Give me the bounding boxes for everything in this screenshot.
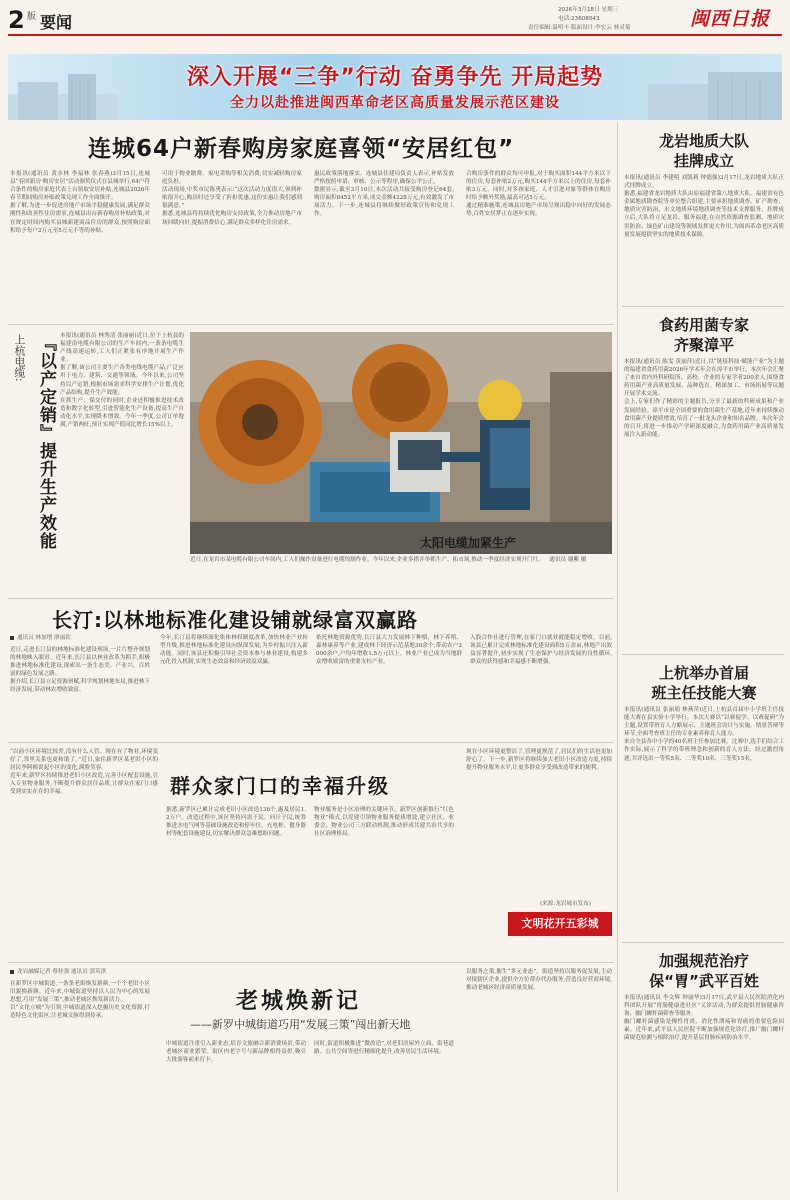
lead-headline: 连城64户新春购房家庭喜领“安居红包” [88, 136, 515, 162]
banner-title: 深入开展“三争”行动 奋勇争先 开局起势 [186, 65, 604, 90]
photo-description: 近日,在龙岩市某电缆有限公司车间内,工人们操作设备进行电缆绞制作业。今年以来,企业多措并举抓生产、拓市场,推动一季度经济实现开门红。 通讯员 谢紫 摄 [190, 557, 587, 563]
lead-col-1: 本报讯(通讯员 黄水林 李福林 张春燕)3月15日,连城县“春回新房·购房安居”活动颁奖仪式在县城举行,64户符合条件的购房家庭代表上台领取安居补贴,连城县2026年春节期间购房补贴政策兑现工作全面推开。 据了解,为进一步促进房地产市场平稳健康发展,满足群众刚性和改善性住房需求,连城县出台新春购房补贴政策,对在规定时间内购买县城新建商品住房的群众,按照购房面积给予每户2万元至5万元不等的补贴。 [10, 171, 150, 234]
bullet-icon [10, 970, 14, 974]
issue-date: 2026年3月18日 星期三 [558, 7, 619, 13]
column-badge: 文明花开五彩城 [508, 912, 612, 936]
story3-mid-col-2: 物业服务是小区治理的关键环节。新罗区创新推行“红色物业”模式,以党建引领物业服务提质增效,建立社区、业委会、物业公司三方联动机制,推动形成共建共治共享的社区治理格局。 [314, 807, 454, 838]
story2-byline: 通讯员 林加增 廖丽钦 [10, 634, 71, 642]
story4-subhead: ——新罗中城街道巧用“发展三策”闯出新天地 [190, 1018, 411, 1031]
right-a1-body: 本报讯(通讯员 李建明 刘凯莉 钟德强)3月17日,龙岩地质大队正式挂牌成立。 据悉,福建省龙岩地质大队由原福建省第八地质大队、福建省有色金属地质勘查院等单位整合组建,主要承担地质调查、矿产勘查、地质灾害防治、水文地质环境地质调查等技术支撑服务。挂牌成立后,大队将立足龙岩、服务福建,在自然资源调查监测、地质灾害防治、绿色矿山建设等领域发挥更大作用,为闽西革命老区高质量发展提供坚实的地质技术保障。 [624, 175, 784, 238]
factory-photo [190, 332, 612, 554]
right-a1-rule [622, 306, 784, 307]
right-a4-title-2: 保“胃”武平百姓 [649, 972, 759, 990]
lead-col-2: 可用于物业缴费、家电采购等相关消费,切实减轻购房家庭负担。 活动现场,中奖市民陈勇表示:“这次活动力度很大,领到补贴很开心,购房时还享受了折扣优惠,这份实惠让我们感到很满意。” 据悉,连城县将持续优化购房支持政策,全力推动房地产市场回暖向好,提振消费信心,满足群众多样化住房需求。 [162, 171, 302, 226]
right-a1-title-1: 龙岩地质大队 [658, 132, 749, 150]
banner [8, 54, 782, 120]
story4-byline: 龙岩融媒记者 蔡桂强 通讯员 郭英淇 [10, 968, 106, 976]
banner-subtitle: 全力以赴推进闽西革命老区高质量发展示范区建设 [230, 95, 560, 111]
page-label: 版 [27, 12, 37, 22]
right-a3-title-1: 上杭举办首届 [658, 664, 749, 682]
right-a3-body: 本报讯(通讯员 张丽娟 林燕萍)近日,上杭县首届中小学班主任技能大赛在县实验小学举行。本次大赛以“以赛促学、以赛促研”为主题,设置带班育人方略展示、主题班会设计与实施、情景答辩等环节,全面考查班主任的专业素养和育人能力。 来自全县各中小学的40名班主任参加比赛。比赛中,选手们结合工作实际,展示了科学的带班理念和创新的育人方法。经过激烈角逐,共评选出一等奖5名、二等奖10名、三等奖15名。 [624, 707, 784, 762]
masthead [0, 0, 790, 52]
right-a2-rule [622, 654, 784, 655]
right-a2-body: 本报讯(通讯员 陈雯 黄丽萍)近日,以“链接科技·赋能产业”为主题的福建省食药用菌2026年学术年会在漳平市举行。本次年会汇聚了来自省内外科研院所、高校、企业的专家学者200余人,围绕食药用菌产业高质量发展、品种选育、精深加工、市场拓展等议题开展学术交流。 会上,专家们作了精彩的主题报告,分享了最新的科研成果和产业发展经验。漳平市是全国重要的食用菌生产基地,近年来持续推动食用菌产业提质增效,培育了一批龙头企业和知名品牌。本次年会的召开,将进一步推动产学研深度融合,为食药用菌产业高质量发展注入新动能。 [624, 359, 784, 438]
bullet-icon [10, 636, 14, 640]
lead-bottom-rule [8, 324, 614, 325]
right-a1-title-2: 挂牌成立 [673, 152, 734, 170]
story4-col-4: 以服务之策,催生“多元业态”。街道坚持以服务促发展,主动对接辖区企业,提供全方位帮办代办服务,营造良好营商环境,推动老城区经济高质量发展。 [466, 969, 612, 992]
story4-col-3: 同时,街道积极推进“微改造”,对老旧房屋外立面、街巷道路、公共空间等进行精细化提升,改善居民生活环境。 [314, 1041, 454, 1056]
story2-col-3: 依托林地资源优势,长汀县大力发展林下种植、林下养殖、森林康养等产业,建成林下经济示范基地30余个,带动农户2000余户,户均年增收1.5万元以上。林业产业已成为当地群众增收致富的重要支柱产业。 [316, 635, 462, 666]
story3-headline: 群众家门口的幸福升级 [170, 774, 390, 798]
story3-bottom-rule [8, 962, 614, 963]
lead-col-4: 合购房条件的群众均可申报,对于购买面积144平方米以下的住房,每套补贴2万元,购买144平方米以上的住房,每套补贴3万元。同时,对多孩家庭、人才引进对象等群体在购房时给予额外奖励,最高可达5万元。 通过精准施策,连城县房地产市场呈现出稳中向好的发展态势,百姓安居梦正在逐步实现。 [466, 171, 611, 218]
story3-mid-col-1: 据悉,新罗区已累计完成老旧小区改造136个,惠及居民1.2万户。改造过程中,该区坚持问需于民、问计于民,统筹推进水电气网等基础设施改造和停车位、充电桩、健身器材等配套设施建设,切实解决群众急难愁盼问题。 [166, 807, 306, 838]
section-title: 要闻 [40, 13, 73, 32]
story2-col-4: 入股合作社进行管理,在家门口就业就能稳定增收。目前,该县已累计完成林地标准化建设面积5万余亩,林地产出效益显著提升,初步实现了生态保护与经济发展的良性循环,群众的获得感和幸福感不断增强。 [470, 635, 612, 666]
story3-credit: (来源:龙岩城市发布) [540, 901, 591, 907]
phone-number: 电话:23608043 [558, 16, 600, 22]
right-a3-rule [622, 942, 784, 943]
newspaper-logo: 闽西日报 [690, 8, 771, 30]
right-a4-body: 本报讯(通讯员 李文辉 钟丽华)3月17日,武平县人民医院消化内科团队开展“胃肠健康进社区”义诊活动,为群众提供胃肠健康咨询、幽门螺杆菌筛查等服务。 幽门螺杆菌感染是慢性胃炎、消化性溃疡和胃癌的重要危险因素。近年来,武平县人民医院不断加强规范化诊疗,推广幽门螺杆菌规范检测与根除治疗,提升基层胃肠疾病防治水平。 [624, 995, 784, 1042]
story3-right-col: 现在小区环境更整洁了,管理更规范了,居民们的生活也更加舒心了。下一步,新罗区将继续加大老旧小区改造力度,持续提升物业服务水平,让更多群众享受到改造带来的便利。 [466, 749, 612, 772]
story2-col-2: 今年,长汀县将继续深化集体林权制度改革,加快林业产业转型升级,推进林地标准化建设向纵深发展,为乡村振兴注入新动能。同时,该县还积极引导社会资本参与林业建设,构建多元化投入机制,实现生态效益和经济效益双赢。 [160, 635, 308, 666]
story4-col-2: 中城街道注重引入新业态,培育文旅融合新消费场景,带动老城区商业繁荣。街区内老字号与新品牌相得益彰,吸引大批游客前来打卡。 [166, 1041, 306, 1064]
story2-col-1: 近日,走进长汀县的林地标准化建设现场,一片片整齐规划的林地映入眼帘。近年来,长汀县以林业改革为抓手,积极推进林地标准化建设,探索出一条生态美、产业兴、百姓富的绿色发展之路。 据介绍,长汀县立足资源禀赋,科学规划林地布局,推进林下经济发展,带动林农增收致富。 [10, 647, 150, 694]
editor-credits: 责任编辑:温明丰 版面设计:李宏云 林灵菊 [528, 25, 631, 31]
story4-col-1: 在新罗区中城街道,一条条老街焕发新颜,一个个老旧小区旧貌换新颜。近年来,中城街道坚持以人民为中心的发展思想,巧用“发展三策”,推动老城区焕发新活力。 以“文化立城”为引领,中城街道深入挖掘历史文化资源,打造特色文化街区,让老城文脉得到传承。 [10, 981, 150, 1020]
right-a3-title-2: 班主任技能大赛 [651, 684, 757, 702]
story3-left-col: “以前小区环境比较差,没有什么人管。现在有了物业,环境变好了,邻里关系也更和谐了。”近日,家住新罗区某老旧小区的居民李阿姨说起小区的变化,满脸笑容。 近年来,新罗区持续推进老旧小区改造,完善小区配套设施,引入专业物业服务,不断提升群众居住品质,让群众在家门口感受到实实在在的幸福。 [10, 749, 158, 796]
factory-scene [190, 332, 612, 554]
story2-headline: 长汀:以林地标准化建设铺就绿富双赢路 [52, 608, 418, 632]
feature-side-label: 上杭电缆: [13, 334, 26, 382]
feature-side-title: 『以产定销』提升生产效能 [36, 334, 56, 550]
right-a4-title-1: 加强规范治疗 [658, 952, 749, 970]
masthead-line [8, 34, 782, 36]
lead-col-3: 惠民政策落地落实。连城县住建局负责人表示,补贴发放严格按照申请、审核、公示等程序,确保公平公正。 数据显示,截至3月10日,本次活动共接受购房登记64套,购房面积8452平方米,成交金额4228万元,有效激发了市场活力。下一步,连城县将继续做好政策宣传和兑现工作。 [314, 171, 454, 218]
page-number: 2 [8, 6, 25, 34]
photo-caption: 太阳电缆加紧生产 [420, 536, 517, 550]
story4-headline: 老城焕新记 [236, 989, 362, 1014]
story2-bottom-rule [8, 742, 614, 743]
right-column-divider [617, 122, 618, 1192]
feature-body: 本报讯(通讯员 林秀清 张丽丽)近日,位于上杭县的福建南电缆有限公司的生产车间内,一条条电缆生产线高速运转,工人们正紧张有序地开展生产作业。 据了解,该公司主要生产各类电线电缆产品,广泛应用于电力、建筑、交通等领域。今年以来,公司坚持以产定销,根据市场需求科学安排生产计划,优化产品结构,提升生产效能。 在抓生产、保交付的同时,企业还积极推进技术改造和数字化转型,引进智能化生产设备,提高生产自动化水平,实现降本增效。今年一季度,公司订单饱满,产销两旺,预计实现产值同比增长15%以上。 [60, 333, 184, 429]
right-a2-title-2: 齐聚漳平 [673, 336, 734, 354]
feature-bottom-rule [8, 598, 614, 599]
right-a2-title-1: 食药用菌专家 [658, 316, 749, 334]
